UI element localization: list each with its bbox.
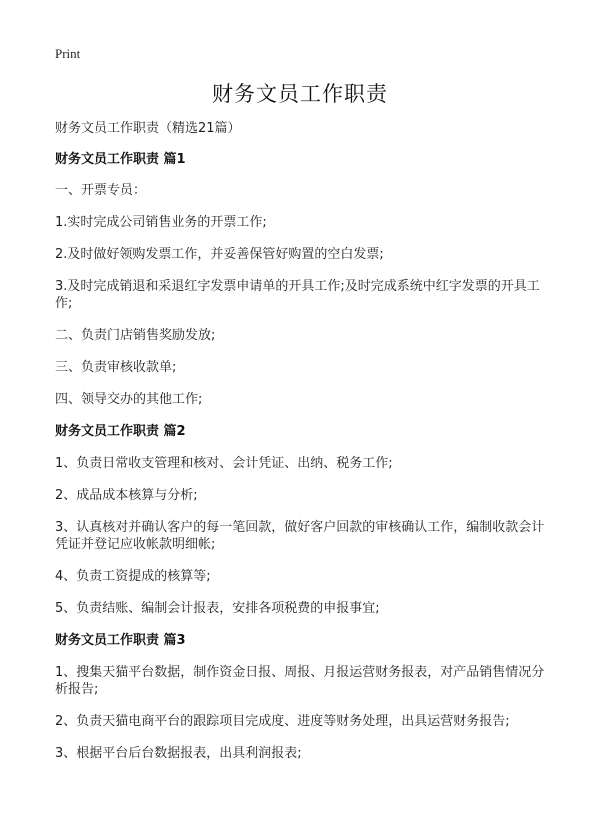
print-label: Print <box>55 46 81 61</box>
paragraph: 二、负责门店销售奖励发放; <box>55 328 216 343</box>
paragraph: 1.实时完成公司销售业务的开票工作; <box>55 215 267 230</box>
document-subtitle: 财务文员工作职责（精选21篇） <box>55 121 241 136</box>
paragraph: 3、根据平台后台数据报表，出具利润报表; <box>55 746 302 761</box>
section-heading-2: 财务文员工作职责 篇2 <box>55 424 186 439</box>
paragraph: 1、负责日常收支管理和核对、会计凭证、出纳、税务工作; <box>55 456 393 471</box>
paragraph: 2、成品成本核算与分析; <box>55 488 198 503</box>
document-body <box>55 120 545 762</box>
paragraph: 一、开票专员： <box>55 183 147 198</box>
paragraph: 三、负责审核收款单; <box>55 360 177 375</box>
paragraph: 2、负责天猫电商平台的跟踪项目完成度、进度等财务处理，出具运营财务报告; <box>55 714 510 729</box>
paragraph: 四、领导交办的其他工作; <box>55 392 203 407</box>
section-heading-1: 财务文员工作职责 篇1 <box>55 152 186 167</box>
paragraph: 3、认真核对并确认客户的每一笔回款，做好客户回款的审核确认工作，编制收款会计凭证并登记应收帐款明细帐; <box>55 520 545 552</box>
section-heading-3: 财务文员工作职责 篇3 <box>55 633 186 648</box>
paragraph: 5、负责结账、编制会计报表，安排各项税费的申报事宜; <box>55 601 380 616</box>
paragraph: 3.及时完成销退和采退红字发票申请单的开具工作;及时完成系统中红字发票的开具工作; <box>55 279 540 311</box>
paragraph: 4、负责工资提成的核算等; <box>55 569 211 584</box>
paragraph: 1、搜集天猫平台数据，制作资金日报、周报、月报运营财务报表，对产品销售情况分析报告; <box>55 665 545 697</box>
document-title: 财务文员工作职责 <box>212 82 388 106</box>
paragraph: 2.及时做好领购发票工作，并妥善保管好购置的空白发票; <box>55 247 384 262</box>
